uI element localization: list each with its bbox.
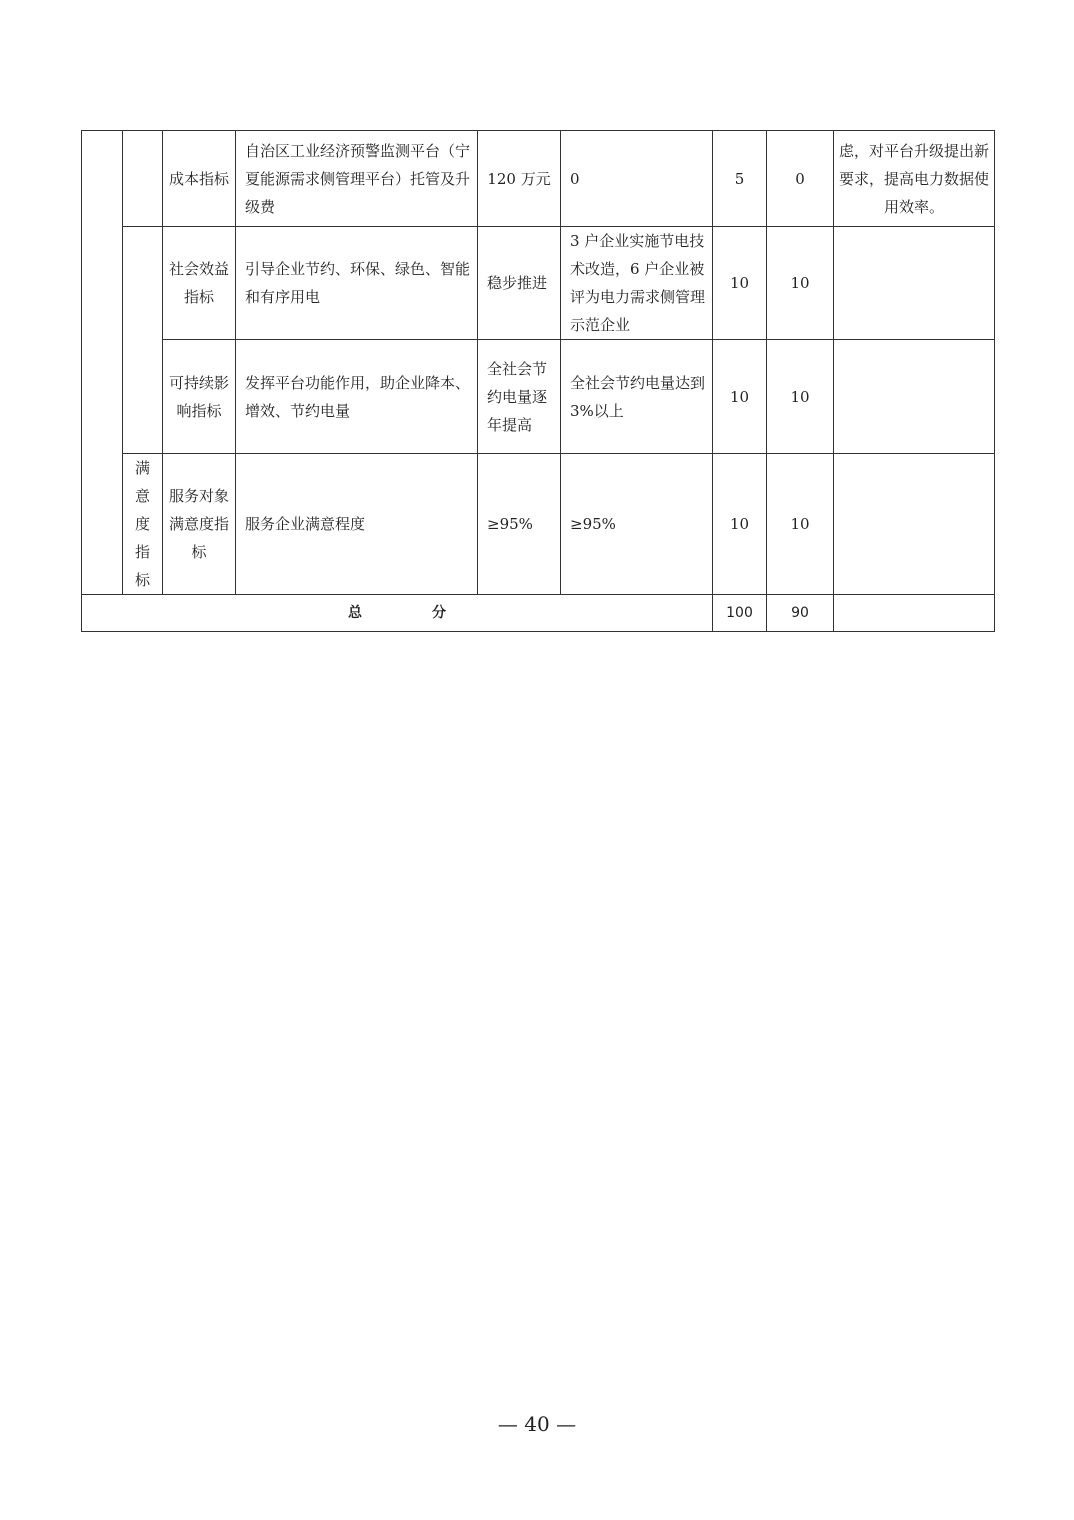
second-level-cell: [123, 131, 163, 227]
remark-sustain: [834, 340, 995, 454]
weight-satisfaction: 10: [713, 454, 767, 595]
indicator-social: 社会效益指标: [163, 227, 236, 340]
target-social: 稳步推进: [478, 227, 561, 340]
score-sustain: 10: [767, 340, 834, 454]
weight-social: 10: [713, 227, 767, 340]
target-sustain: 全社会节约电量逐年提高: [478, 340, 561, 454]
first-level-cell: [82, 131, 123, 595]
score-satisfaction: 10: [767, 454, 834, 595]
table-row-social: [82, 227, 995, 340]
total-label: [82, 595, 713, 632]
table-row-total: [82, 595, 995, 632]
remark-social: [834, 227, 995, 340]
score-social: 10: [767, 227, 834, 340]
content-cost: 自治区工业经济预警监测平台（宁夏能源需求侧管理平台）托管及升级费: [236, 131, 478, 227]
table-row-sustain: [82, 340, 995, 454]
total-label-b: 分: [432, 605, 446, 621]
table-row-cost: [82, 131, 995, 227]
total-weight: 100: [713, 595, 767, 632]
score-cost: 0: [767, 131, 834, 227]
content-sustain: 发挥平台功能作用，助企业降本、增效、节约电量: [236, 340, 478, 454]
actual-satisfaction: ≥95%: [561, 454, 713, 595]
content-social: 引导企业节约、环保、绿色、智能和有序用电: [236, 227, 478, 340]
indicator-sustain: 可持续影响指标: [163, 340, 236, 454]
page-number: — 40 —: [497, 1412, 577, 1436]
actual-social: 3 户企业实施节电技术改造，6 户企业被评为电力需求侧管理示范企业: [561, 227, 713, 340]
table-row-satisfaction: [82, 454, 995, 595]
weight-sustain: 10: [713, 340, 767, 454]
weight-cost: 5: [713, 131, 767, 227]
remark-satisfaction: [834, 454, 995, 595]
content-satisfaction: 服务企业满意程度: [236, 454, 478, 595]
target-cost: 120 万元: [478, 131, 561, 227]
indicator-satisfaction: 服务对象满意度指标: [163, 454, 236, 595]
total-label-a: 总: [348, 605, 362, 621]
performance-table: [81, 130, 995, 632]
category-satisfaction-text: 满意度指标: [135, 459, 151, 589]
total-score: 90: [767, 595, 834, 632]
target-satisfaction: ≥95%: [478, 454, 561, 595]
actual-sustain: 全社会节约电量达到 3%以上: [561, 340, 713, 454]
category-satisfaction: [123, 454, 163, 595]
actual-cost: 0: [561, 131, 713, 227]
indicator-cost: 成本指标: [163, 131, 236, 227]
remark-cost: 虑，对平台升级提出新要求，提高电力数据使用效率。: [834, 131, 995, 227]
total-remark: [834, 595, 995, 632]
second-level-cell-benefit: [123, 227, 163, 454]
